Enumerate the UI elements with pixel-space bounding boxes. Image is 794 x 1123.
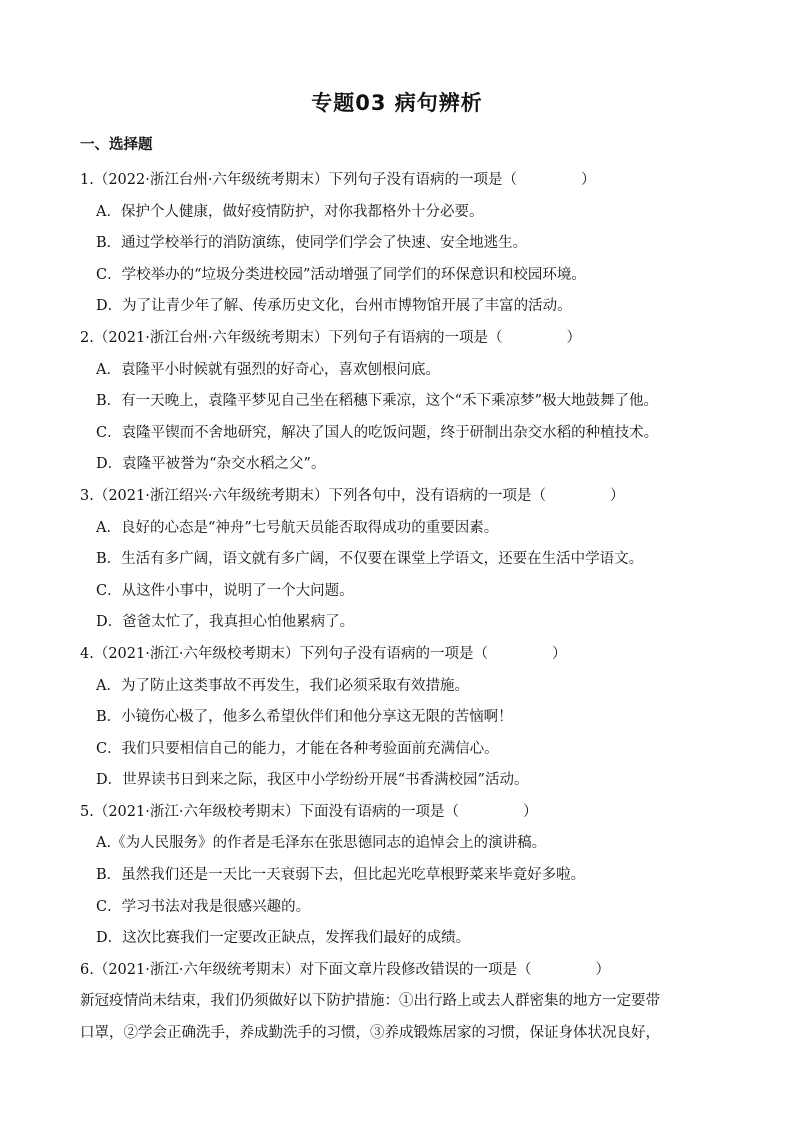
question-text: 2.（2021·浙江台州·六年级统考期末）下列句子有语病的一项是（ <box>80 329 503 346</box>
paren-close: ） <box>580 172 596 188</box>
section-heading: 一、选择题 <box>80 137 153 153</box>
question-text: 3.（2021·浙江绍兴·六年级统考期末）下列各句中，没有语病的一项是（ <box>80 487 546 504</box>
option-c: C．学校举办的“垃圾分类进校园”活动增强了同学们的环保意识和校园环境。 <box>96 266 586 283</box>
option-b: B．通过学校举行的消防演练，使同学们学会了快速、安全地逃生。 <box>96 235 528 252</box>
question-stem <box>80 165 740 197</box>
option-d: D．为了让青少年了解、传承历史文化，台州市博物馆开展了丰富的活动。 <box>96 298 572 315</box>
option-b: B．小镜伤心极了，他多么希望伙伴们和他分享这无限的苦恼啊！ <box>96 709 513 726</box>
paren-close: ） <box>522 803 538 820</box>
paren-close: ） <box>551 645 567 662</box>
option-a: A．保护个人健康，做好疫情防护，对你我都格外十分必要。 <box>96 203 484 220</box>
question-text: 5.（2021·浙江·六年级校考期末）下面没有语病的一项是（ <box>80 803 459 820</box>
option-c: C．袁隆平锲而不舍地研究，解决了国人的吃饭问题，终于研制出杂交水稻的种植技术。 <box>96 424 659 441</box>
option-d: D．这次比赛我们一定要改正缺点，发挥我们最好的成绩。 <box>96 930 471 947</box>
question-text: 6.（2021·浙江·六年级统考期末）对下面文章片段修改错误的一项是（ <box>80 961 532 978</box>
question-stem <box>80 797 740 829</box>
passage-line: 口罩，②学会正确洗手，养成勤洗手的习惯，③养成锻炼居家的习惯，保证身体状况良好， <box>80 1025 660 1042</box>
option-d: D．爸爸太忙了，我真担心怕他累病了。 <box>96 614 355 631</box>
option-a: A.《为人民服务》的作者是毛泽东在张思德同志的追悼会上的演讲稿。 <box>96 835 547 852</box>
option-c: C．学习书法对我是很感兴趣的。 <box>96 898 311 915</box>
paren-close: ） <box>609 487 625 504</box>
paren-close: ） <box>566 329 581 346</box>
option-a: A．为了防止这类事故不再发生，我们必须采取有效措施。 <box>96 677 469 694</box>
question-text: 1.（2022·浙江台州·六年级统考期末）下列句子没有语病的一项是（ <box>80 172 517 188</box>
option-a: A．良好的心态是“神舟”七号航天员能否取得成功的重要因素。 <box>96 519 499 536</box>
option-a: A．袁隆平小时候就有强烈的好奇心，喜欢刨根问底。 <box>96 361 440 378</box>
option-c: C．从这件小事中，说明了一个大问题。 <box>96 582 354 599</box>
question-stem <box>80 481 740 513</box>
page-title: 专题03 病句辨析 <box>311 91 483 115</box>
option-d: D．世界读书日到来之际，我区中小学纷纷开展“书香满校园”活动。 <box>96 772 529 789</box>
question-stem <box>80 639 740 671</box>
option-c: C．我们只要相信自己的能力，才能在各种考验面前充满信心。 <box>96 740 499 757</box>
question-text: 4.（2021·浙江·六年级校考期末）下列句子没有语病的一项是（ <box>80 645 488 662</box>
option-b: B．虽然我们还是一天比一天衰弱下去，但比起光吃草根野菜来毕竟好多啦。 <box>96 867 586 884</box>
question-stem <box>80 955 740 987</box>
option-d: D．袁隆平被誉为“杂交水稻之父”。 <box>96 456 326 473</box>
question-stem <box>80 323 740 355</box>
option-b: B．生活有多广阔，语文就有多广阔，不仅要在课堂上学语文，还要在生活中学语文。 <box>96 551 644 568</box>
passage-line: 新冠疫情尚未结束，我们仍须做好以下防护措施：①出行路上或去人群密集的地方一定要带 <box>80 993 660 1010</box>
option-b: B．有一天晚上，袁隆平梦见自己坐在稻穗下乘凉，这个“禾下乘凉梦”极大地鼓舞了他。 <box>96 393 658 410</box>
paren-close: ） <box>595 961 610 978</box>
question-list <box>80 165 740 1050</box>
